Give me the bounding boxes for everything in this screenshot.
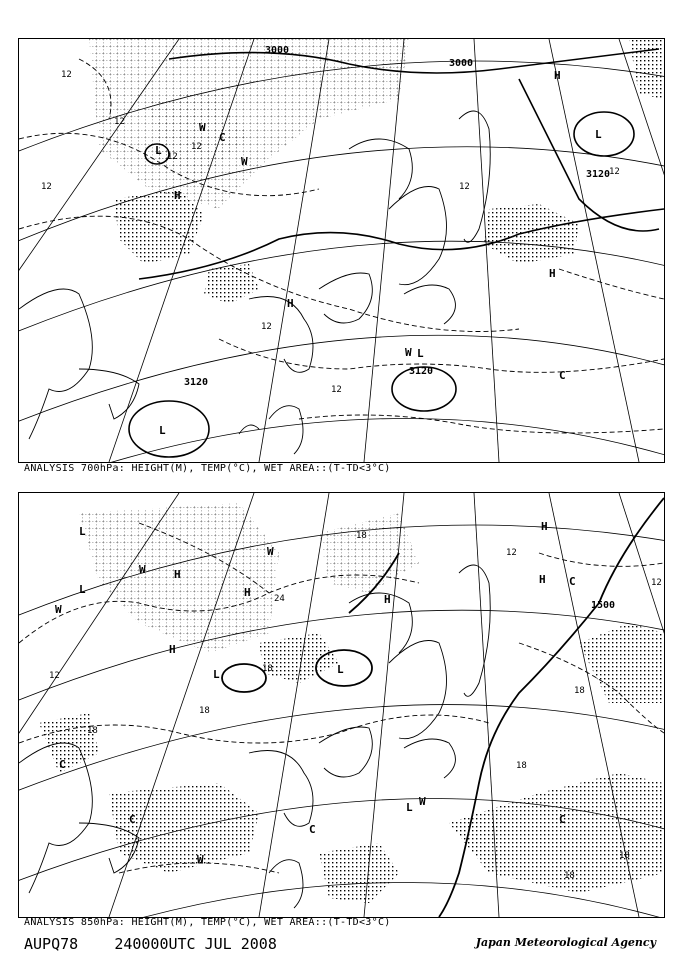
height-labels-850 <box>591 600 615 611</box>
isotherm-label: 18 <box>516 761 527 771</box>
high-center: H <box>541 520 548 533</box>
hatched-area-700 <box>89 39 409 209</box>
height-label: 3120 <box>409 366 434 377</box>
high-center: H <box>174 568 181 581</box>
isotherm-label: 12 <box>49 671 60 681</box>
cold-center: C <box>309 823 316 836</box>
warm-center: W <box>139 563 146 576</box>
low-center: L <box>155 144 162 157</box>
high-center: H <box>169 643 176 656</box>
isotherm-label: 12 <box>609 167 620 177</box>
map-850hpa <box>18 492 665 918</box>
map-700hpa <box>18 38 665 463</box>
warm-center: W <box>405 346 412 359</box>
chart-id-footer <box>24 935 277 953</box>
height-label: 3120 <box>586 169 611 180</box>
cold-center: C <box>219 131 226 144</box>
isotherm-label: 12 <box>61 70 72 80</box>
isotherm-label: 12 <box>506 548 517 558</box>
isotherm-label: 12 <box>651 578 662 588</box>
high-center: H <box>549 267 556 280</box>
low-center: L <box>337 663 344 676</box>
high-center: H <box>174 189 181 202</box>
caption-700hpa: ANALYSIS 700hPa: HEIGHT(M), TEMP(°C), WET AREA::(T-TD<3°C) <box>24 463 391 474</box>
isotherm-label: 12 <box>167 152 178 162</box>
isotherm-label: 12 <box>114 117 125 127</box>
high-center: H <box>287 297 294 310</box>
warm-center: W <box>419 795 426 808</box>
wet-area-850 <box>39 623 664 903</box>
high-center: H <box>384 593 391 606</box>
cold-center: C <box>559 813 566 826</box>
cold-center: C <box>129 813 136 826</box>
isotherm-label: 18 <box>262 664 273 674</box>
isotherm-label: 18 <box>199 706 210 716</box>
low-center: L <box>79 525 86 538</box>
isotherm-label: 18 <box>356 531 367 541</box>
high-center: H <box>244 586 251 599</box>
isotherm-label: 18 <box>564 871 575 881</box>
height-label: 3120 <box>184 377 209 388</box>
isotherm-label: 18 <box>574 686 585 696</box>
high-center: H <box>554 69 561 82</box>
valid-time: 240000UTC JUL 2008 <box>114 935 277 953</box>
agency-credit: Japan Meteorological Agency <box>475 936 656 949</box>
low-center: L <box>79 583 86 596</box>
cold-center: C <box>569 575 576 588</box>
isotherm-label: 12 <box>41 182 52 192</box>
height-label: 3000 <box>265 45 290 56</box>
map-700hpa-canvas <box>19 39 664 462</box>
isotherm-label: 18 <box>619 851 630 861</box>
low-center: L <box>213 668 220 681</box>
isotherm-label: 12 <box>331 385 342 395</box>
isotherm-label: 24 <box>274 594 285 604</box>
map-850hpa-canvas <box>19 493 664 917</box>
low-center: L <box>417 347 424 360</box>
isotherm-label: 18 <box>87 726 98 736</box>
isotherm-label: 12 <box>191 142 202 152</box>
warm-center: W <box>241 155 248 168</box>
low-center: L <box>406 801 413 814</box>
warm-center: W <box>197 853 204 866</box>
warm-center: W <box>55 603 62 616</box>
cold-center: C <box>559 369 566 382</box>
isotherm-label: 12 <box>459 182 470 192</box>
height-label: 1500 <box>591 600 616 611</box>
high-center: H <box>539 573 546 586</box>
cold-center: C <box>59 758 66 771</box>
low-center: L <box>595 128 602 141</box>
warm-center: W <box>267 545 274 558</box>
isotherm-label: 12 <box>261 322 272 332</box>
low-center: L <box>159 424 166 437</box>
chart-code: AUPQ78 <box>24 935 79 953</box>
warm-center: W <box>199 121 206 134</box>
height-label: 3000 <box>449 58 474 69</box>
caption-850hpa: ANALYSIS 850hPa: HEIGHT(M), TEMP(°C), WET AREA::(T-TD<3°C) <box>24 917 391 928</box>
